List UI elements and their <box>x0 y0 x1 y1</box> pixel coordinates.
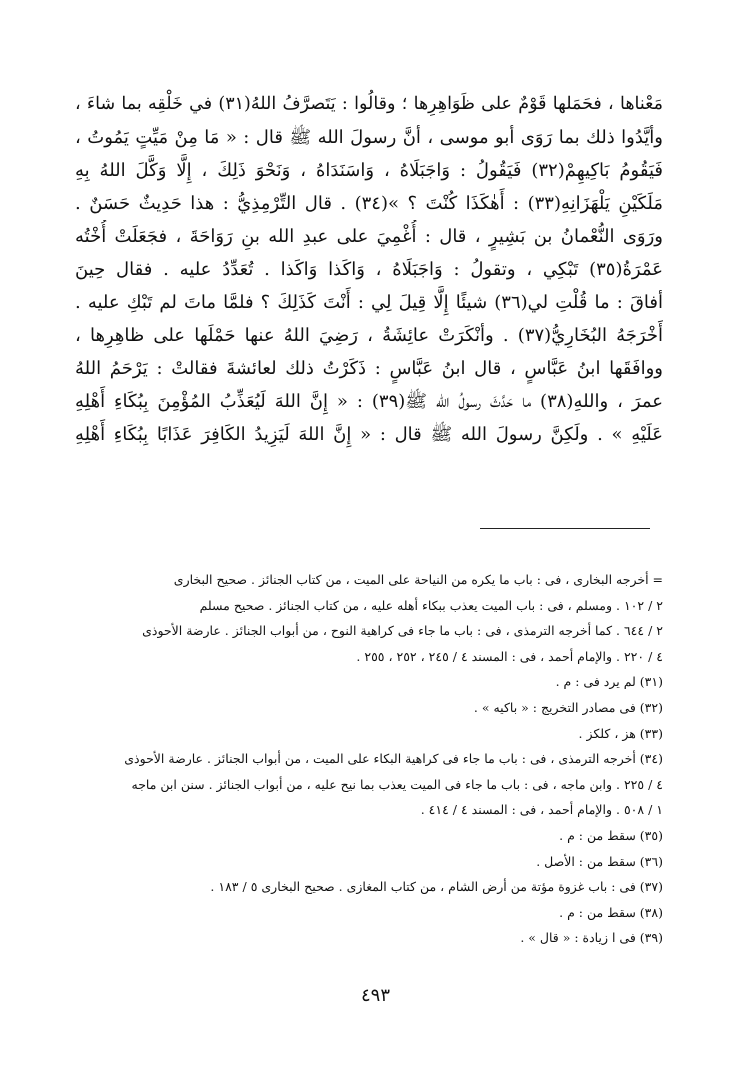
footnote-line: ١ / ٥٠٨ . والإمام أحمد ، فى : المسند ٤ / ٤١٤ . <box>420 802 663 818</box>
footnote-line: ٢ / ١٠٢ . ومسلم ، فى : باب الميت يعذب ببكاء أهله عليه ، من كتاب الجنائز . صحيح مسلم <box>199 597 663 613</box>
footnote-line: ٢ / ٦٤٤ . كما أخرجه الترمذى ، فى : باب ما جاء فى كراهية النوح ، من أبواب الجنائز . عارضة الأحوذى <box>142 623 663 639</box>
page-number: ٤٩٣ <box>360 985 390 1006</box>
text-line: عمرَ ، واللهِ(٣٨) ما حَدَّثَ رسولُ الله ﷺ(٣٩) : « إِنَّ اللهَ لَيُعَذِّبُ المُؤْمِنَ بِبُكَاءِ أَهْلِهِ <box>75 391 663 412</box>
main-text <box>75 88 663 451</box>
footnote-line: (٣٢) فى مصادر التخريج : « باكيه » . <box>473 699 663 715</box>
footnotes <box>75 567 663 951</box>
footnote-line: (٣٤) أخرجه الترمذى ، فى : باب ما جاء فى كراهية البكاء على الميت ، من أبواب الجنائز . عارضة الأحوذى <box>124 751 663 767</box>
footnote-line: (٣٥) سقط من : م . <box>559 827 663 843</box>
text-line: مَعْناها ، فحَمَلها قَوْمٌ على ظَوَاهِرِها ؛ وقالُوا : يَتَصرَّفُ اللهُ(٣١) في خَلْقِه بما شاءَ ، <box>75 94 663 114</box>
footnote-separator <box>480 528 650 529</box>
text-line: مَلَكَيْنِ يَلْهَزَانِهِ(٣٣) : أَهٰكَذَا كُنْتَ ؟ »(٣٤) . قال التِّرْمِذِيُّ : هذا حَدِيثٌ حَسَنٌ . <box>75 193 663 214</box>
footnote-line: (٣٩) فى ا زيادة : « قال » . <box>520 930 663 946</box>
footnote-line: ٤ / ٢٢٠ . والإمام أحمد ، فى : المسند ٤ / ٢٤٥ ، ٢٥٢ ، ٢٥٥ . <box>356 648 663 664</box>
footnote-line: (٣٣) هز ، كلكز . <box>578 725 663 741</box>
footnote-line: = أخرجه البخارى ، فى : باب ما يكره من النياحة على الميت ، من كتاب الجنائز . صحيح البخارى <box>173 572 663 587</box>
text-line: أَخْرَجَهُ البُخَارِيُّ(٣٧) . وأنْكَرَتْ عائِشَةُ ، رَضِيَ اللهُ عنها حَمْلَها على ظاهِرِها ، <box>75 325 663 346</box>
footnote-line: (٣٧) فى : باب غزوة مؤتة من أرض الشام ، من كتاب المغازى . صحيح البخارى ٥ / ١٨٣ . <box>210 879 663 895</box>
footnote-line: (٣٦) سقط من : الأصل . <box>536 853 663 869</box>
text-line: ورَوَى النُّعْمانُ بن بَشِيرٍ ، قال : أُغْمِيَ على عبدِ الله بنِ رَوَاحَةَ ، فجَعَلَتْ أُخْتُه <box>75 226 663 247</box>
text-line: ووافَقَها ابنُ عَبَّاسٍ ، قال ابنُ عَبَّاسٍ : ذَكَرْتُ ذلك لعائشةَ فقالتْ : يَرْحَمُ اللهُ <box>75 358 663 379</box>
text-line: وأيَّدُوا ذلك بما رَوَى أبو موسى ، أنَّ رسولَ الله ﷺ قال : « مَا مِنْ مَيِّتٍ يَمُوتُ ، <box>75 127 663 148</box>
footnote-line: (٣١) لم يرد فى : م . <box>555 674 663 690</box>
text-line: أفاقَ : ما قُلْتِ لي(٣٦) شيئًا إِلَّا قِيلَ لِي : أَنْتَ كَذَلِكَ ؟ فلمَّا ماتَ لم تَبْكِ عليه . <box>75 292 663 313</box>
text-line: عَمْرَةُ(٣٥) تَبْكِي ، وتقولُ : وَاجَبَلَاهُ ، وَاكَذا وَاكَذا . تُعَدِّدُ عليه . فقال حِينَ <box>75 259 663 280</box>
footnote-line: ٤ / ٢٢٥ . وابن ماجه ، فى : باب ما جاء فى الميت يعذب بما نيح عليه ، من أبواب الجنائز . سنن ابن ماجه <box>131 776 663 792</box>
footnote-line: (٣٨) سقط من : م . <box>559 904 663 920</box>
text-line: فَيَقُومُ بَاكِيهِمْ(٣٢) فَيَقُولُ : وَاجَبَلَاهُ ، وَاسَنَدَاهُ ، وَنَحْوَ ذَلِكَ ، إِلَّا وَكَّلَ اللهُ بِهِ <box>75 160 663 181</box>
text-line: عَلَيْهِ » . ولَكِنَّ رسولَ الله ﷺ قال : « إِنَّ اللهَ لَيَزِيدُ الكَافِرَ عَذَابًا بِبُكَاءِ أَهْلِهِ <box>75 424 663 445</box>
